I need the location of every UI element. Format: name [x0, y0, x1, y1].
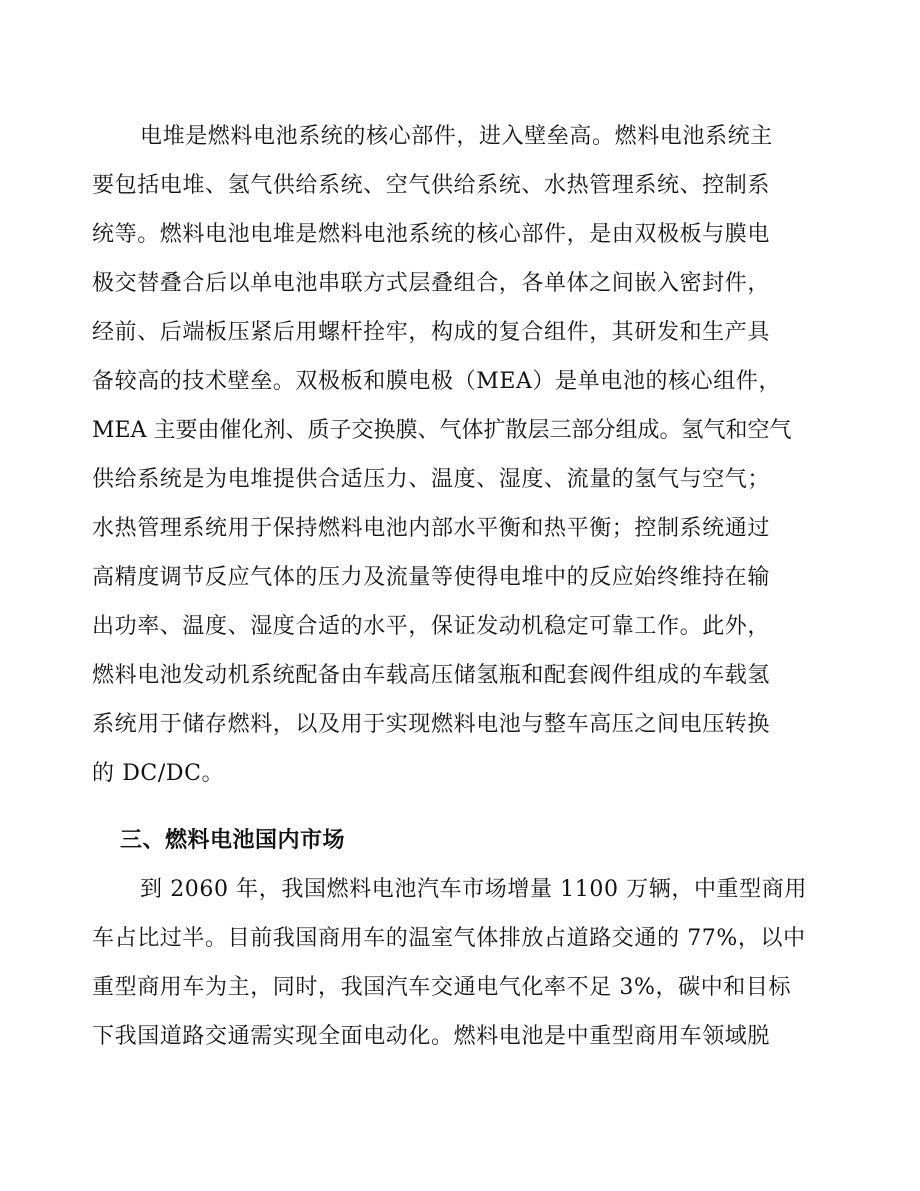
paragraph-2-line-4: 下我国道路交通需实现全面电动化。燃料电池是中重型商用车领域脱	[92, 1024, 771, 1049]
paragraph-1-line-5: 经前、后端板压紧后用螺杆拴牢，构成的复合组件，其研发和生产具	[92, 320, 771, 345]
paragraph-2-line-3: 重型商用车为主，同时，我国汽车交通电气化率不足 3%，碳中和目标	[92, 975, 792, 1000]
paragraph-1-line-1: 电堆是燃料电池系统的核心部件，进入壁垒高。燃料电池系统主	[140, 124, 773, 149]
paragraph-1-line-6: 备较高的技术壁垒。双极板和膜电极（MEA）是单电池的核心组件，	[92, 369, 782, 394]
paragraph-1-line-9: 水热管理系统用于保持燃料电池内部水平衡和热平衡；控制系统通过	[92, 516, 771, 541]
paragraph-1-line-3: 统等。燃料电池电堆是燃料电池系统的核心部件，是由双极板与膜电	[92, 222, 771, 247]
paragraph-1-line-14: 的 DC/DC。	[92, 761, 225, 786]
paragraph-1-line-7: MEA 主要由催化剂、质子交换膜、气体扩散层三部分组成。氢气和空气	[92, 418, 792, 443]
paragraph-1-line-13: 系统用于储存燃料，以及用于实现燃料电池与整车高压之间电压转换	[92, 712, 771, 737]
paragraph-1-line-4: 极交替叠合后以单电池串联方式层叠组合，各单体之间嵌入密封件，	[92, 271, 771, 296]
paragraph-1-line-12: 燃料电池发动机系统配备由车载高压储氢瓶和配套阀件组成的车载氢	[92, 663, 771, 688]
paragraph-1-line-2: 要包括电堆、氢气供给系统、空气供给系统、水热管理系统、控制系	[92, 173, 771, 198]
paragraph-1-line-10: 高精度调节反应气体的压力及流量等使得电堆中的反应始终维持在输	[92, 565, 771, 590]
paragraph-2-line-2: 车占比过半。目前我国商用车的温室气体排放占道路交通的 77%，以中	[92, 926, 806, 951]
paragraph-2-line-1: 到 2060 年，我国燃料电池汽车市场增量 1100 万辆，中重型商用	[140, 877, 807, 902]
section-heading: 三、燃料电池国内市场	[120, 828, 346, 853]
paragraph-1-line-11: 出功率、温度、湿度合适的水平，保证发动机稳定可靠工作。此外，	[92, 614, 771, 639]
paragraph-1-line-8: 供给系统是为电堆提供合适压力、温度、湿度、流量的氢气与空气；	[92, 467, 771, 492]
